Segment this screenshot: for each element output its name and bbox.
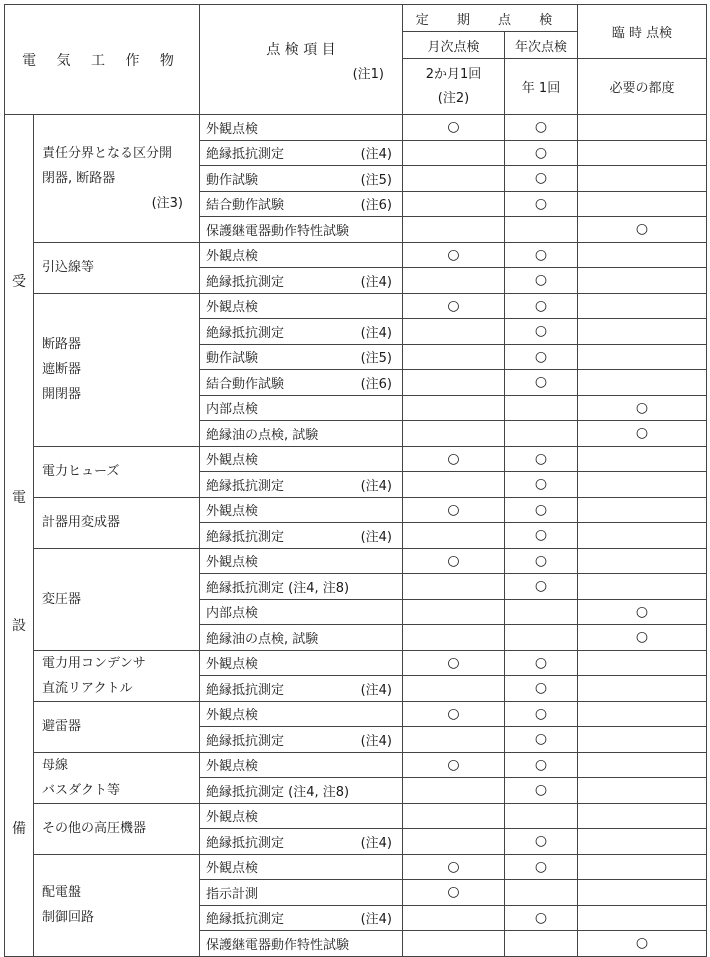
monthly-mark-cell [403, 191, 505, 217]
category-char: 備 [5, 701, 34, 956]
inspection-item [200, 115, 403, 141]
header-items [200, 5, 403, 115]
header-monthly: 月次点検 [403, 32, 505, 59]
circle-mark: ○ [534, 527, 548, 544]
equipment-cell [34, 803, 200, 854]
item-label: 外観点検 [206, 453, 259, 469]
yearly-mark-cell [505, 752, 578, 778]
yearly-mark-cell [505, 829, 578, 855]
inspection-item [200, 752, 403, 778]
item-label: 絶縁抵抗測定 [206, 478, 285, 494]
inspection-item [200, 166, 403, 192]
header-items-note: (注1) [352, 67, 384, 82]
circle-mark: ○ [534, 756, 548, 773]
table-row [5, 115, 707, 141]
equipment-cell [34, 115, 200, 243]
temporary-mark-cell [578, 752, 707, 778]
equipment-name: 開閉器 [42, 387, 82, 402]
monthly-mark-cell [403, 446, 505, 472]
temporary-mark-cell [578, 268, 707, 294]
circle-mark: ○ [635, 935, 649, 952]
inspection-item [200, 217, 403, 243]
header-periodic: 定 期 点 検 [403, 5, 578, 32]
circle-mark: ○ [534, 833, 548, 850]
circle-mark: ○ [447, 858, 460, 875]
item-label: 動作試験 [206, 351, 259, 367]
item-label: 外観点検 [206, 249, 259, 265]
monthly-frequency: 2か月1回 [425, 66, 482, 82]
yearly-mark-cell [505, 319, 578, 345]
yearly-mark-cell [505, 931, 578, 957]
circle-mark: ○ [534, 195, 548, 212]
item-note: (注4) [360, 835, 392, 851]
monthly-frequency-note: (注2) [437, 90, 470, 106]
yearly-mark-cell [505, 217, 578, 243]
temporary-mark-cell [578, 446, 707, 472]
temporary-mark-cell [578, 472, 707, 498]
category-char: 設 [5, 548, 34, 701]
yearly-mark-cell [505, 676, 578, 702]
temporary-mark-cell [578, 778, 707, 804]
item-label: 絶縁油の点検, 試験 [206, 427, 319, 443]
circle-mark: ○ [534, 450, 548, 467]
temporary-mark-cell [578, 650, 707, 676]
inspection-item [200, 497, 403, 523]
circle-mark: ○ [534, 654, 548, 671]
equipment-name: 遮断器 [42, 362, 82, 377]
circle-mark: ○ [534, 348, 548, 365]
monthly-mark-cell [403, 472, 505, 498]
item-label: 絶縁抵抗測定 [206, 682, 285, 698]
temporary-mark-cell [578, 293, 707, 319]
inspection-item [200, 140, 403, 166]
temporary-mark-cell [578, 115, 707, 141]
inspection-item [200, 727, 403, 753]
yearly-mark-cell [505, 293, 578, 319]
circle-mark: ○ [534, 909, 548, 926]
circle-mark: ○ [447, 450, 460, 467]
equipment-name: 断路器 [42, 337, 82, 352]
table-row [5, 242, 707, 268]
yearly-mark-cell [505, 242, 578, 268]
circle-mark: ○ [447, 654, 460, 671]
item-label: 内部点検 [206, 606, 259, 622]
item-label: 外観点検 [206, 810, 259, 826]
table-row [5, 293, 707, 319]
yearly-mark-cell [505, 905, 578, 931]
equipment-name: 計器用変成器 [42, 515, 121, 530]
equipment-cell [34, 650, 200, 701]
temporary-mark-cell [578, 701, 707, 727]
yearly-mark-cell [505, 370, 578, 396]
item-label: 絶縁抵抗測定 [206, 325, 285, 341]
inspection-item [200, 829, 403, 855]
yearly-mark-cell [505, 803, 578, 829]
inspection-item [200, 344, 403, 370]
equipment-cell [34, 242, 200, 293]
equipment-cell [34, 497, 200, 548]
table-row [5, 548, 707, 574]
inspection-item [200, 854, 403, 880]
temporary-mark-cell [578, 574, 707, 600]
yearly-mark-cell [505, 701, 578, 727]
temporary-mark-cell [578, 905, 707, 931]
item-label: 絶縁抵抗測定 [206, 529, 285, 545]
yearly-mark-cell [505, 880, 578, 906]
equipment-cell [34, 446, 200, 497]
inspection-item [200, 242, 403, 268]
item-label: 外観点検 [206, 121, 259, 137]
yearly-mark-cell [505, 727, 578, 753]
circle-mark: ○ [534, 552, 548, 569]
circle-mark: ○ [447, 884, 460, 901]
circle-mark: ○ [534, 374, 548, 391]
monthly-mark-cell [403, 931, 505, 957]
monthly-mark-cell [403, 293, 505, 319]
header-equipment: 電 気 工 作 物 [5, 5, 200, 115]
monthly-mark-cell [403, 319, 505, 345]
inspection-item [200, 191, 403, 217]
inspection-item [200, 472, 403, 498]
inspection-item [200, 931, 403, 957]
inspection-item [200, 319, 403, 345]
table-row [5, 701, 707, 727]
monthly-mark-cell [403, 166, 505, 192]
circle-mark: ○ [447, 705, 460, 722]
inspection-item [200, 370, 403, 396]
item-label: 外観点検 [206, 300, 259, 316]
table-row [5, 803, 707, 829]
monthly-mark-cell [403, 778, 505, 804]
inspection-item [200, 880, 403, 906]
item-label: 外観点検 [206, 708, 259, 724]
circle-mark: ○ [447, 246, 460, 263]
monthly-mark-cell [403, 599, 505, 625]
yearly-mark-cell [505, 395, 578, 421]
inspection-item [200, 701, 403, 727]
temporary-mark-cell [578, 854, 707, 880]
equipment-name: 母線 [42, 757, 69, 773]
circle-mark: ○ [534, 323, 548, 340]
inspection-item [200, 421, 403, 447]
temporary-mark-cell [578, 829, 707, 855]
monthly-mark-cell [403, 268, 505, 294]
item-note: (注4) [360, 478, 392, 494]
header-temporary-frequency: 必要の都度 [578, 59, 707, 115]
temporary-mark-cell [578, 140, 707, 166]
temporary-mark-cell [578, 727, 707, 753]
inspection-item [200, 395, 403, 421]
item-label: 絶縁油の点検, 試験 [206, 631, 319, 647]
inspection-item [200, 778, 403, 804]
item-label: 外観点検 [206, 555, 259, 571]
item-label: 外観点検 [206, 861, 259, 877]
yearly-mark-cell [505, 166, 578, 192]
item-label: 絶縁抵抗測定 [206, 733, 285, 749]
item-label: 絶縁抵抗測定 [206, 274, 285, 290]
monthly-mark-cell [403, 140, 505, 166]
circle-mark: ○ [447, 119, 460, 136]
temporary-mark-cell [578, 395, 707, 421]
monthly-mark-cell [403, 829, 505, 855]
yearly-mark-cell [505, 140, 578, 166]
monthly-mark-cell [403, 548, 505, 574]
yearly-mark-cell [505, 497, 578, 523]
circle-mark: ○ [635, 399, 649, 416]
monthly-mark-cell [403, 905, 505, 931]
temporary-mark-cell [578, 676, 707, 702]
equipment-cell [34, 752, 200, 803]
yearly-mark-cell [505, 778, 578, 804]
circle-mark: ○ [534, 858, 548, 875]
circle-mark: ○ [534, 782, 548, 799]
item-label: 絶縁抵抗測定 [206, 147, 285, 163]
temporary-mark-cell [578, 931, 707, 957]
temporary-mark-cell [578, 625, 707, 651]
yearly-mark-cell [505, 446, 578, 472]
monthly-mark-cell [403, 421, 505, 447]
monthly-mark-cell [403, 115, 505, 141]
item-label: 保護継電器動作特性試験 [206, 223, 350, 239]
yearly-mark-cell [505, 574, 578, 600]
yearly-mark-cell [505, 523, 578, 549]
inspection-item [200, 523, 403, 549]
circle-mark: ○ [534, 272, 548, 289]
inspection-item [200, 293, 403, 319]
equipment-name: 責任分界となる区分開 [42, 145, 173, 161]
yearly-mark-cell [505, 344, 578, 370]
table-row [5, 446, 707, 472]
item-label: 保護継電器動作特性試験 [206, 937, 350, 953]
circle-mark: ○ [635, 629, 649, 646]
yearly-mark-cell [505, 854, 578, 880]
temporary-mark-cell [578, 344, 707, 370]
temporary-mark-cell [578, 497, 707, 523]
item-label: 結合動作試験 [206, 376, 285, 392]
monthly-mark-cell [403, 676, 505, 702]
circle-mark: ○ [447, 552, 460, 569]
circle-mark: ○ [534, 731, 548, 748]
monthly-mark-cell [403, 752, 505, 778]
circle-mark: ○ [534, 246, 548, 263]
item-label: 絶縁抵抗測定 [206, 912, 285, 928]
yearly-mark-cell [505, 599, 578, 625]
equipment-cell [34, 854, 200, 956]
temporary-mark-cell [578, 548, 707, 574]
header-temporary: 臨 時 点検 [578, 5, 707, 59]
table-row [5, 497, 707, 523]
table-row [5, 650, 707, 676]
item-note: (注5) [360, 351, 392, 367]
item-label: 外観点検 [206, 759, 259, 775]
circle-mark: ○ [447, 756, 460, 773]
equipment-note: (注3) [151, 195, 183, 211]
yearly-mark-cell [505, 548, 578, 574]
table-row [5, 854, 707, 880]
header-items-label: 点 検 項 目 [266, 42, 336, 58]
inspection-table [4, 4, 707, 957]
item-label: 絶縁抵抗測定 (注4, 注8) [206, 784, 350, 800]
inspection-item [200, 650, 403, 676]
inspection-item [200, 268, 403, 294]
temporary-mark-cell [578, 191, 707, 217]
item-label: 動作試験 [206, 172, 259, 188]
temporary-mark-cell [578, 242, 707, 268]
inspection-item [200, 574, 403, 600]
inspection-item [200, 676, 403, 702]
category-char: 電 [5, 446, 34, 548]
yearly-mark-cell [505, 625, 578, 651]
item-label: 外観点検 [206, 657, 259, 673]
yearly-mark-cell [505, 191, 578, 217]
temporary-mark-cell [578, 599, 707, 625]
item-label: 外観点検 [206, 504, 259, 520]
header-yearly-frequency: 年 1回 [505, 59, 578, 115]
temporary-mark-cell [578, 421, 707, 447]
temporary-mark-cell [578, 523, 707, 549]
item-note: (注4) [360, 529, 392, 545]
monthly-mark-cell [403, 497, 505, 523]
circle-mark: ○ [635, 425, 649, 442]
circle-mark: ○ [534, 578, 548, 595]
equipment-name: バスダクト等 [42, 782, 121, 798]
item-note: (注5) [360, 172, 392, 188]
monthly-mark-cell [403, 854, 505, 880]
circle-mark: ○ [534, 476, 548, 493]
item-note: (注6) [360, 376, 392, 392]
equipment-cell [34, 293, 200, 446]
monthly-mark-cell [403, 523, 505, 549]
item-label: 絶縁抵抗測定 [206, 835, 285, 851]
monthly-mark-cell [403, 880, 505, 906]
inspection-item [200, 905, 403, 931]
circle-mark: ○ [534, 501, 548, 518]
circle-mark: ○ [635, 221, 649, 238]
monthly-mark-cell [403, 217, 505, 243]
circle-mark: ○ [534, 297, 548, 314]
equipment-cell [34, 701, 200, 752]
equipment-name: 引込線等 [42, 260, 95, 275]
yearly-mark-cell [505, 268, 578, 294]
yearly-mark-cell [505, 650, 578, 676]
circle-mark: ○ [534, 170, 548, 187]
item-note: (注4) [360, 325, 392, 341]
item-note: (注4) [360, 912, 392, 928]
yearly-mark-cell [505, 115, 578, 141]
monthly-mark-cell [403, 803, 505, 829]
circle-mark: ○ [534, 705, 548, 722]
item-note: (注4) [360, 682, 392, 698]
item-note: (注4) [360, 274, 392, 290]
monthly-mark-cell [403, 395, 505, 421]
category-char: 受 [5, 115, 34, 447]
item-label: 内部点検 [206, 402, 259, 418]
equipment-name: 電力用コンデンサ [42, 655, 146, 671]
monthly-mark-cell [403, 242, 505, 268]
circle-mark: ○ [534, 680, 548, 697]
circle-mark: ○ [635, 603, 649, 620]
yearly-mark-cell [505, 472, 578, 498]
temporary-mark-cell [578, 166, 707, 192]
inspection-item [200, 803, 403, 829]
equipment-name: 直流リアクトル [42, 680, 133, 696]
item-label: 絶縁抵抗測定 (注4, 注8) [206, 580, 350, 596]
header-monthly-frequency [403, 59, 505, 115]
equipment-name: 電力ヒューズ [42, 464, 120, 479]
equipment-name: 制御回路 [42, 910, 95, 925]
circle-mark: ○ [534, 119, 548, 136]
item-label: 指示計測 [206, 886, 259, 902]
monthly-mark-cell [403, 650, 505, 676]
inspection-item [200, 599, 403, 625]
inspection-item [200, 548, 403, 574]
temporary-mark-cell [578, 803, 707, 829]
monthly-mark-cell [403, 701, 505, 727]
equipment-name: 閉器, 断路器 [42, 170, 116, 186]
header-yearly: 年次点検 [505, 32, 578, 59]
temporary-mark-cell [578, 370, 707, 396]
item-label: 結合動作試験 [206, 198, 285, 214]
equipment-name: その他の高圧機器 [42, 821, 147, 836]
circle-mark: ○ [447, 501, 460, 518]
circle-mark: ○ [534, 144, 548, 161]
temporary-mark-cell [578, 880, 707, 906]
yearly-mark-cell [505, 421, 578, 447]
inspection-item [200, 625, 403, 651]
equipment-name: 避雷器 [42, 719, 82, 734]
equipment-name: 配電盤 [42, 885, 82, 900]
monthly-mark-cell [403, 370, 505, 396]
item-note: (注4) [360, 733, 392, 749]
equipment-cell [34, 548, 200, 650]
temporary-mark-cell [578, 319, 707, 345]
circle-mark: ○ [447, 297, 460, 314]
item-note: (注6) [360, 198, 392, 214]
monthly-mark-cell [403, 625, 505, 651]
equipment-name: 変圧器 [42, 591, 82, 607]
inspection-item [200, 446, 403, 472]
monthly-mark-cell [403, 727, 505, 753]
table-row [5, 752, 707, 778]
temporary-mark-cell [578, 217, 707, 243]
monthly-mark-cell [403, 344, 505, 370]
item-note: (注4) [360, 147, 392, 163]
monthly-mark-cell [403, 574, 505, 600]
